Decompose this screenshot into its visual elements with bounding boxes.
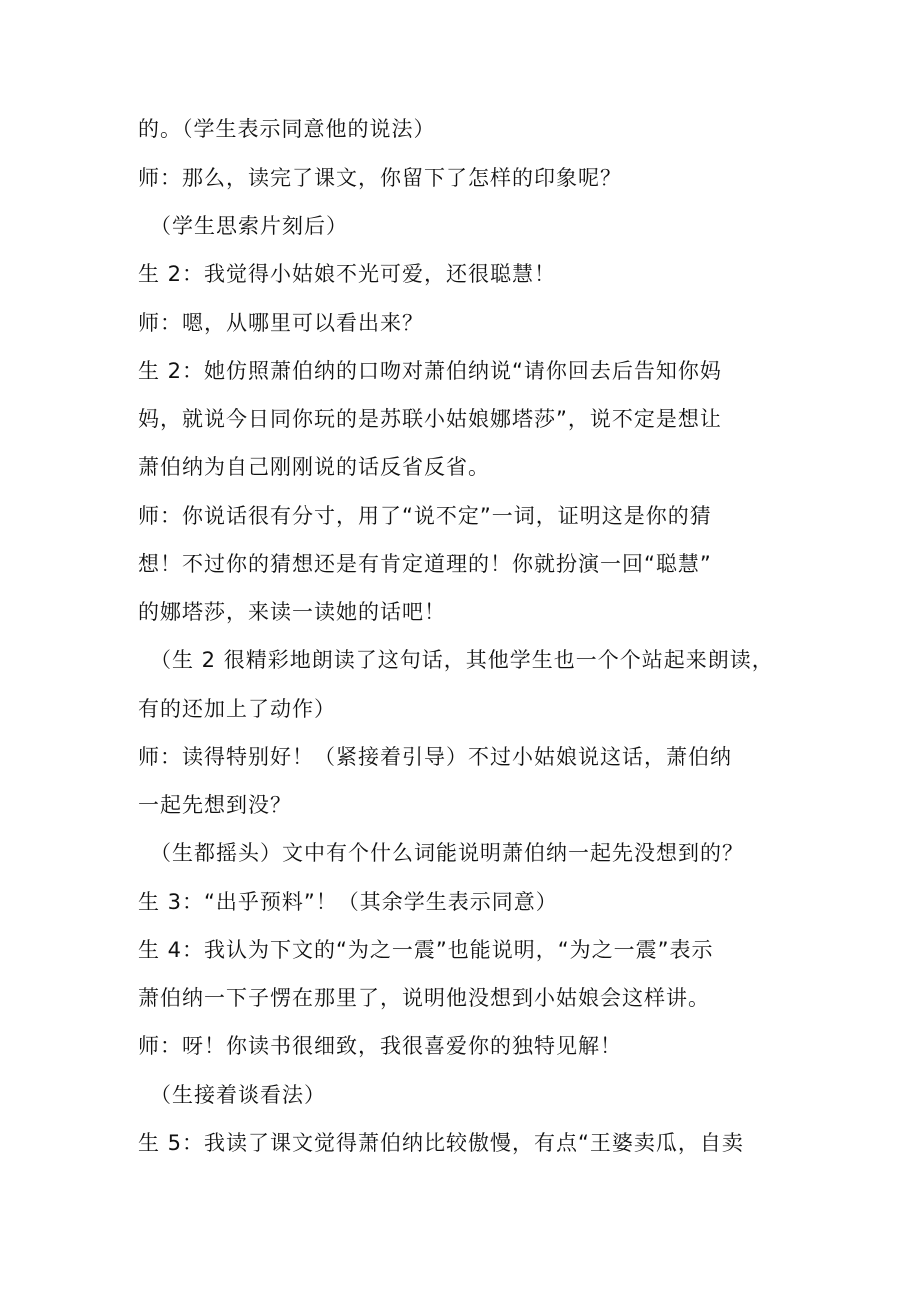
text-line: 的娜塔莎，来读一读她的话吧！ — [138, 600, 446, 624]
text-line: （生 2 很精彩地朗读了这句话，其他学生也一个个站起来朗读， — [150, 648, 774, 672]
text-line: 萧伯纳一下子愣在那里了，说明他没想到小姑娘会这样讲。 — [138, 986, 710, 1010]
text-line: （生接着谈看法） — [150, 1083, 326, 1107]
text-line: 师：那么，读完了课文，你留下了怎样的印象呢？ — [138, 166, 622, 190]
text-line: 师：你说话很有分寸，用了“说不定”一词，证明这是你的猜 — [138, 504, 712, 528]
text-line: 师：呀！你读书很细致，我很喜爱你的独特见解！ — [138, 1034, 622, 1058]
text-line: 生 4：我认为下文的“为之一震”也能说明，“为之一震”表示 — [138, 938, 714, 962]
text-line: 妈，就说今日同你玩的是苏联小姑娘娜塔莎”，说不定是想让 — [138, 407, 722, 431]
text-line: 生 5：我读了课文觉得萧伯纳比较傲慢，有点“王婆卖瓜，自卖 — [138, 1131, 744, 1155]
text-line: 生 3：“出乎预料”！（其余学生表示同意） — [138, 890, 558, 914]
text-line: 师：读得特别好！（紧接着引导）不过小姑娘说这话，萧伯纳 — [138, 745, 732, 769]
text-line: 萧伯纳为自己刚刚说的话反省反省。 — [138, 455, 490, 479]
text-line: 的。（学生表示同意他的说法） — [138, 117, 436, 141]
text-line: 想！不过你的猜想还是有肯定道理的！你就扮演一回“聪慧” — [138, 552, 712, 576]
text-line: 生 2：她仿照萧伯纳的口吻对萧伯纳说“请你回去后告知你妈 — [138, 359, 722, 383]
text-line: 有的还加上了动作） — [138, 697, 336, 721]
text-line: （生都摇头）文中有个什么词能说明萧伯纳一起先没想到的？ — [150, 841, 744, 865]
text-line: 生 2：我觉得小姑娘不光可爱，还很聪慧！ — [138, 262, 557, 286]
text-line: 一起先想到没？ — [138, 793, 292, 817]
text-line: 师：嗯，从哪里可以看出来？ — [138, 311, 424, 335]
text-line: （学生思索片刻后） — [150, 214, 348, 238]
